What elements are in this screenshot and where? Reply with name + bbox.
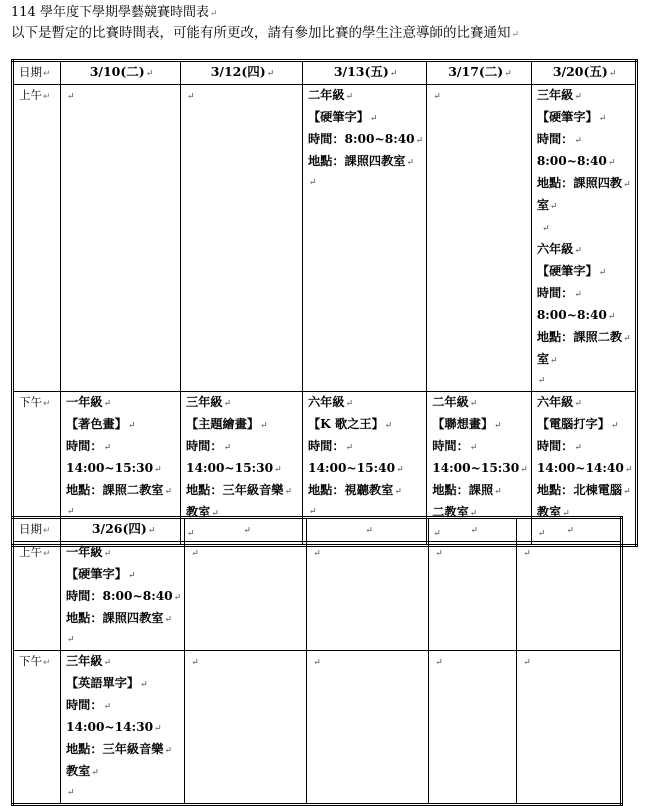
event-cell: [185, 651, 307, 805]
cell-line: 【硬筆字】↵: [66, 567, 136, 581]
cell-line: 地點：課照四教室↵: [66, 611, 173, 625]
cell-line: 室↵: [536, 352, 558, 366]
cell-line: 地點：課照四教室↵: [308, 154, 415, 168]
cell-line: 教室↵: [536, 505, 570, 519]
event-cell: [185, 542, 307, 651]
event-cell: [517, 651, 622, 805]
cell-line: 14:00~14:30↵: [66, 720, 162, 734]
schedule-table-2: [11, 516, 623, 806]
paragraph-mark: ↵: [313, 549, 321, 559]
page-title: 114 學年度下學期學藝競賽時間表↵: [11, 5, 218, 20]
cell-line: 三年級↵: [186, 395, 232, 409]
date-header: ↵: [429, 518, 517, 542]
paragraph-mark: ↵: [187, 529, 195, 539]
event-cell: [181, 85, 303, 392]
cell-line: 【K 歌之王】↵: [308, 417, 393, 431]
paragraph-mark: ↵: [537, 529, 546, 539]
cell-line: 地點：視聽教室↵: [308, 483, 402, 497]
cell-line: 三年級↵: [66, 654, 112, 668]
cell-line: 【主題繪畫】↵: [186, 417, 268, 431]
paragraph-mark: ↵: [67, 92, 75, 102]
paragraph-mark: ↵: [523, 549, 531, 559]
date-label: 日期↵: [13, 61, 61, 85]
event-cell: [531, 85, 637, 392]
cell-line: 六年級↵: [536, 395, 582, 409]
date-label: 日期↵: [13, 518, 61, 542]
cell-line: 14:00~14:40↵: [536, 461, 633, 475]
cell-line: 三年級↵: [536, 88, 582, 102]
date-header: 3/20(五)↵: [531, 61, 637, 85]
cell-line: 時間：8:00~8:40↵: [66, 589, 182, 603]
cell-line: 地點：課照四教↵: [536, 176, 631, 190]
cell-line: 二年級↵: [308, 88, 354, 102]
afternoon-row: [13, 651, 622, 805]
event-cell: [61, 542, 185, 651]
date-header: 3/13(五)↵: [303, 61, 427, 85]
cell-line: 地點：三年級音樂↵: [66, 742, 173, 756]
event-cell: [517, 542, 622, 651]
cell-line: ↵: [542, 224, 550, 234]
cell-line: 【電腦打字】↵: [536, 417, 619, 431]
cell-line: 地點：課照二教室↵: [66, 483, 173, 497]
paragraph-mark: ↵: [523, 658, 531, 668]
schedule-table-1: [11, 59, 638, 547]
cell-line: 【英語單字】↵: [66, 676, 148, 690]
cell-line: 一年級↵: [66, 545, 112, 559]
paragraph-mark: ↵: [67, 635, 75, 645]
cell-line: 時間：↵: [66, 698, 112, 712]
cell-line: 8:00~8:40↵: [536, 154, 616, 168]
cell-line: 8:00~8:40↵: [536, 308, 616, 322]
cell-line: 【著色畫】↵: [66, 417, 136, 431]
paragraph-mark: ↵: [67, 788, 75, 798]
afternoon-label: 下午↵: [13, 651, 61, 805]
page-subtitle: 以下是暫定的比賽時間表，可能有所更改，請有參加比賽的學生注意導師的比賽通知↵: [11, 25, 520, 41]
date-header: 3/17(二)↵: [427, 61, 532, 85]
cell-line: 時間：↵: [536, 132, 582, 146]
paragraph-mark: ↵: [309, 507, 317, 517]
date-header: ↵: [517, 518, 622, 542]
cell-line: 【硬筆字】↵: [536, 110, 607, 124]
header-row: [13, 518, 622, 542]
cell-line: 時間：↵: [66, 439, 112, 453]
date-header: ↵: [185, 518, 307, 542]
cell-line: 地點：課照二教↵: [536, 330, 631, 344]
morning-row: [13, 85, 637, 392]
cell-line: 【硬筆字】↵: [536, 264, 607, 278]
cell-line: 時間：8:00~8:40↵: [308, 132, 424, 146]
cell-line: 地點：北棟電腦↵: [536, 483, 631, 497]
cell-line: 地點：課照↵: [432, 483, 502, 497]
event-cell: [303, 85, 427, 392]
morning-label: 上午↵: [13, 542, 61, 651]
paragraph-mark: ↵: [309, 178, 317, 188]
afternoon-label: 下午↵: [13, 392, 61, 546]
paragraph-mark: ↵: [191, 549, 199, 559]
event-cell: [61, 651, 185, 805]
cell-line: 時間：↵: [186, 439, 232, 453]
cell-line: 時間：↵: [308, 439, 354, 453]
paragraph-mark: ↵: [67, 507, 75, 517]
cell-line: 二年級↵: [432, 395, 478, 409]
cell-line: 14:00~15:30↵: [432, 461, 528, 475]
morning-label: 上午↵: [13, 85, 61, 392]
cell-line: 【硬筆字】↵: [308, 110, 378, 124]
cell-line: 時間：↵: [536, 439, 582, 453]
cell-line: 14:00~15:30↵: [186, 461, 282, 475]
cell-line: 一年級↵: [66, 395, 112, 409]
paragraph-mark: ↵: [433, 529, 441, 539]
event-cell: [429, 542, 517, 651]
paragraph-mark: ↵: [433, 92, 441, 102]
event-cell: [427, 85, 532, 392]
paragraph-mark: ↵: [435, 549, 443, 559]
cell-line: 教室↵: [66, 764, 99, 778]
event-cell: [307, 651, 429, 805]
date-header: 3/12(四)↵: [181, 61, 303, 85]
paragraph-mark: ↵: [191, 658, 199, 668]
event-cell: [429, 651, 517, 805]
cell-line: 教室↵: [186, 505, 219, 519]
cell-line: 時間：↵: [432, 439, 478, 453]
cell-line: 六年級↵: [308, 395, 354, 409]
cell-line: 【聯想畫】↵: [432, 417, 502, 431]
paragraph-mark: ↵: [537, 376, 546, 386]
date-header: 3/26(四)↵: [61, 518, 185, 542]
paragraph-mark: ↵: [313, 658, 321, 668]
morning-row: [13, 542, 622, 651]
cell-line: 地點：三年級音樂↵: [186, 483, 293, 497]
date-header: ↵: [307, 518, 429, 542]
paragraph-mark: ↵: [187, 92, 195, 102]
cell-line: 14:00~15:40↵: [308, 461, 404, 475]
cell-line: 二教室↵: [432, 505, 478, 519]
paragraph-mark: ↵: [435, 658, 443, 668]
header-row: [13, 61, 637, 85]
cell-line: 六年級↵: [536, 242, 582, 256]
event-cell: [61, 85, 181, 392]
cell-line: 14:00~15:30↵: [66, 461, 162, 475]
cell-line: 時間：↵: [536, 286, 582, 300]
date-header: 3/10(二)↵: [61, 61, 181, 85]
event-cell: [307, 542, 429, 651]
cell-line: 室↵: [536, 198, 558, 212]
